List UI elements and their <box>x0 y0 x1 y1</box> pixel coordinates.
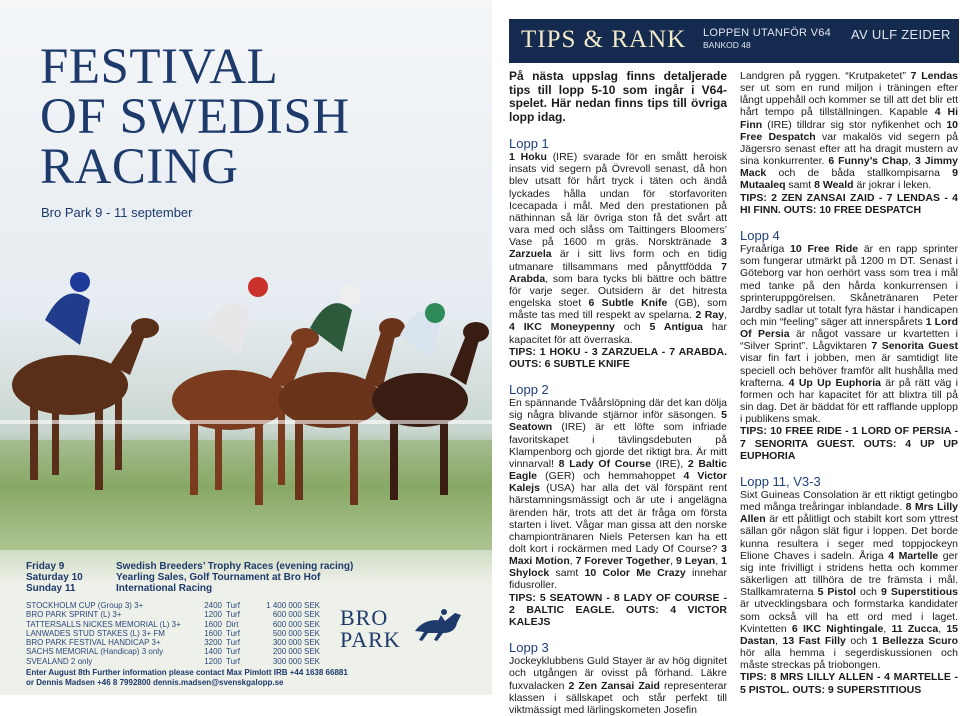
race-prize: 200 000 SEK <box>272 647 320 657</box>
event-day: Sunday 11 <box>26 583 76 594</box>
festival-ad <box>0 0 492 695</box>
race-surface: Turf <box>226 647 240 657</box>
race-distance: 1200 <box>204 656 222 666</box>
horse-rider-icon <box>410 605 470 645</box>
race-surface: Turf <box>226 628 240 638</box>
race-surface: Dirt <box>226 619 239 629</box>
race-prize: 300 000 SEK <box>272 656 320 666</box>
festival-title-line: OF SWEDISH <box>40 89 350 145</box>
bro-park-logo <box>340 603 470 659</box>
event-row <box>26 572 486 583</box>
race-row <box>26 610 326 619</box>
logo-text <box>340 607 401 651</box>
race-distance: 1400 <box>204 647 222 657</box>
race-heading: Lopp 3 <box>509 640 549 656</box>
entry-contact-info <box>26 668 348 688</box>
tips-rank-header <box>509 19 959 63</box>
event-name: Swedish Breeders’ Trophy Races (evening racing) <box>116 561 354 572</box>
race-row <box>26 601 326 610</box>
race-surface: Turf <box>226 638 240 648</box>
race-surface: Turf <box>226 610 240 620</box>
event-row <box>26 561 486 572</box>
festival-dates: Bro Park 9 - 11 september <box>41 205 193 220</box>
festival-events <box>26 561 486 594</box>
race-surface: Turf <box>226 656 240 666</box>
race-name: STOCKHOLM CUP (Group 3) 3+ <box>26 601 144 610</box>
article-column-2 <box>740 70 958 696</box>
race-prize: 1 400 000 SEK <box>266 601 320 610</box>
race-prize: 600 000 SEK <box>272 610 320 620</box>
race-row <box>26 647 326 656</box>
author-byline: AV ULF ZEIDER <box>851 27 951 42</box>
race-name: BRO PARK SPRINT (L) 3+ <box>26 610 122 620</box>
race-tips: TIPS: 8 MRS LILLY ALLEN - 4 MARTELLE - 5 PISTOL. OUTS: 9 SUPERSTITIOUS <box>740 671 958 696</box>
race-name: TATTERSALLS NICKES MEMORIAL (L) 3+ <box>26 619 181 629</box>
race-name: BRO PARK FESTIVAL HANDICAP 3+ <box>26 638 161 648</box>
section-subtitle: LOPPEN UTANFÖR V64 <box>703 27 832 39</box>
race-name: SACHS MEMORIAL (Handicap) 3 only <box>26 647 164 657</box>
racehorses-photo <box>0 250 492 550</box>
race-name: LANWADES STUD STAKES (L) 3+ FM <box>26 628 165 638</box>
race-text: Sixt Guineas Consolation är ett riktigt getingbo med många treåringar inblandade. 8 Mrs Lilly Allen är ett pålitligt och stabilt kort som yttrest sällan gör någon slät figur i loppen. Det borde kunna resultera i seger med toppjockeyn Elione Chaves i sadeln. Åriga 4 Martelle ger sig inte frivilligt i stridens hetta och kommer säkerligen att tillhöra de tre främsta i mål. Stallkamraterna 5 Pistol och 9 Superstitious är utvecklingsbara och formstarka kandidater som också vill ha ett ord med i laget. Kvintetten 6 IKC Nightingale, 11 Zucca, 15 Dastan, 13 Fast Filly och 1 Bellezza Scuro hör alla hemma i segerdiskussionen och måste streckas på triobongen. <box>740 489 959 672</box>
logo-line: PARK <box>340 627 401 652</box>
race-text: Landgren på ryggen. “Krutpaketet” 7 Lendas ser ut som en rund miljon i träningen efter långt uppehåll och kommer se till att det blir ett hårt tempo på tillställningen. Kapable 4 Hi Finn (IRE) tilldrar sig stor nyfikenhet och 10 Free Despatch var makalös vid segern på Jägersro senast efter att ha dragit mustern av sina konkurrenter. 6 Funny’s Chap, 3 Jimmy Mack och de båda stallkompisarna 9 Mutaaleq samt 8 Weald är jokrar i leken. <box>740 70 958 192</box>
festival-title-line: RACING <box>40 139 239 195</box>
race-distance: 2400 <box>204 601 222 610</box>
article-column-1 <box>509 70 727 716</box>
race-distance: 3200 <box>204 638 222 648</box>
race-heading: Lopp 1 <box>509 136 549 151</box>
race-heading: Lopp 4 <box>740 227 780 243</box>
festival-title-line: FESTIVAL <box>40 39 279 95</box>
race-heading: Lopp 2 <box>509 381 549 397</box>
article-intro: På nästa uppslag finns detaljerade tips till lopp 5-10 som ingår i V64-spelet. Här nedan finns tips till övriga lopp idag. <box>509 69 727 124</box>
festival-title <box>40 39 480 195</box>
event-row <box>26 583 486 594</box>
race-name: SVEALAND 2 only <box>26 656 93 666</box>
event-day: Friday 9 <box>26 561 65 572</box>
logo-line: BRO <box>340 605 389 630</box>
race-text: En spännande Tvåårslöpning där det kan dölja sig några blivande stjärnor inför säsongen. 5 Seatown (IRE) är ett löfte som infriade favoritskapet i tävlingsdebuten på Klampenborg och gjorde det riktigt bra. Är mitt vinnarval! 8 Lady Of Course (IRE), 2 Baltic Eagle (GER) och hemmahoppet 4 Victor Kalejs (USA) har alla det väl förspänt rent härstamningsmässigt och är ute i angelägna ärenden här, trots att det är fråga om första starten i livet. Vågar man gissa att den norske championtränaren Niels Petersen kan ha ett dolt kort i rockärmen med Lady Of Course? 3 Maxi Motion, 7 Forever Together, 9 Leyan, 1 Shylock samt 10 Color Me Crazy innehar fidusroller. <box>509 397 728 592</box>
race-prize: 300 000 SEK <box>272 638 320 648</box>
entry-line: Enter August 8th Further information please contact Max Pimlott IRB +44 1638 66881 <box>26 668 348 677</box>
race-tips: TIPS: 1 HOKU - 3 ZARZUELA - 7 ARABDA. OUTS: 6 SUBTLE KNIFE <box>509 345 727 370</box>
section-title: TIPS & RANK <box>521 26 687 53</box>
race-tips: TIPS: 5 SEATOWN - 8 LADY OF COURSE - 2 BALTIC EAGLE. OUTS: 4 VICTOR KALEJS <box>509 591 727 628</box>
race-tips: TIPS: 2 ZEN ZANSAI ZAID - 7 LENDAS - 4 HI FINN. OUTS: 10 FREE DESPATCH <box>740 191 958 216</box>
race-prize: 500 000 SEK <box>272 628 320 638</box>
race-distance: 1200 <box>204 610 222 620</box>
event-name: Yearling Sales, Golf Tournament at Bro Hof <box>116 572 321 583</box>
race-tips: TIPS: 10 FREE RIDE - 1 LORD OF PERSIA - 7 SENORITA GUEST. OUTS: 4 UP UP EUPHORIA <box>740 425 958 462</box>
entry-line: or Dennis Madsen +46 8 7992800 dennis.madsen@svenskgalopp.se <box>26 678 284 687</box>
race-row <box>26 638 326 647</box>
race-row <box>26 657 326 666</box>
race-list <box>26 601 326 666</box>
race-distance: 1600 <box>204 619 222 629</box>
race-row <box>26 620 326 629</box>
event-name: International Racing <box>116 583 213 594</box>
race-text: 1 Hoku (IRE) svarade för en smått heroisk insats vid segern på Övrevoll senast, då hon blev utsatt för hårt tryck i täten och ändå lyckades hålla undan för storfavoriten Icecapada i mål. Med den prestationen på näthinnan så lär övriga ston få det svårt att vara med och slåss om Taittingers Bloomers’ Vase på 1600 m gräs. Norsktränade 3 Zarzuela är i sitt livs form och en tidig utmanare tillsammans med pånyttfödda 7 Arabda, som bara tycks bli bättre och bättre för varje seger. Outsidern är det hitresta engelska stoet 6 Subtle Knife (GB), som måste tas med till respekt av spelarna. 2 Ray, 4 IKC Moneypenny och 5 Antigua har kapacitet för att överraska. <box>509 151 728 346</box>
race-text: Fyraåriga 10 Free Ride är en rapp sprinter som fungerar utmärkt på 1200 m DT. Senast i Göteborg var hon oerhört vass som trea i mål med tanke på den hårda konkurrensen i sprinteruppgörelsen. Skånetränaren Peter Jardby sadlar ut totalt fyra hästar i handicapen och min “feeling” säger att innerspårets 1 Lord Of Persia är något vassare ur kvartetten i “Silver Sprint”. Lågviktaren 7 Senorita Guest visar fin fart i jobben, men är samtidigt lite speciell och behöver framför allt hushålla med krafterna. 4 Up Up Euphoria är på rätt väg i formen och har kapacitet för att blixtra till på sin dag. Det är bäddat för ett rafflande upplopp i publikens smak. <box>740 243 959 426</box>
section-bankod: BANKOD 48 <box>703 40 751 50</box>
race-heading: Lopp 11, V3-3 <box>740 473 821 489</box>
race-text: Jockeyklubbens Guld Stayer är av hög dignitet och utgången är ovisst på förhand. Läkre fuxvalacken 2 Zen Zansai Zaid representerar klassen i sällskapet och står perfekt till viktmässigt med lärlingskometen Josefin <box>509 655 727 716</box>
race-row <box>26 629 326 638</box>
race-surface: Turf <box>226 601 240 610</box>
event-day: Saturday 10 <box>26 572 83 583</box>
race-prize: 600 000 SEK <box>272 619 320 629</box>
race-distance: 1600 <box>204 628 222 638</box>
